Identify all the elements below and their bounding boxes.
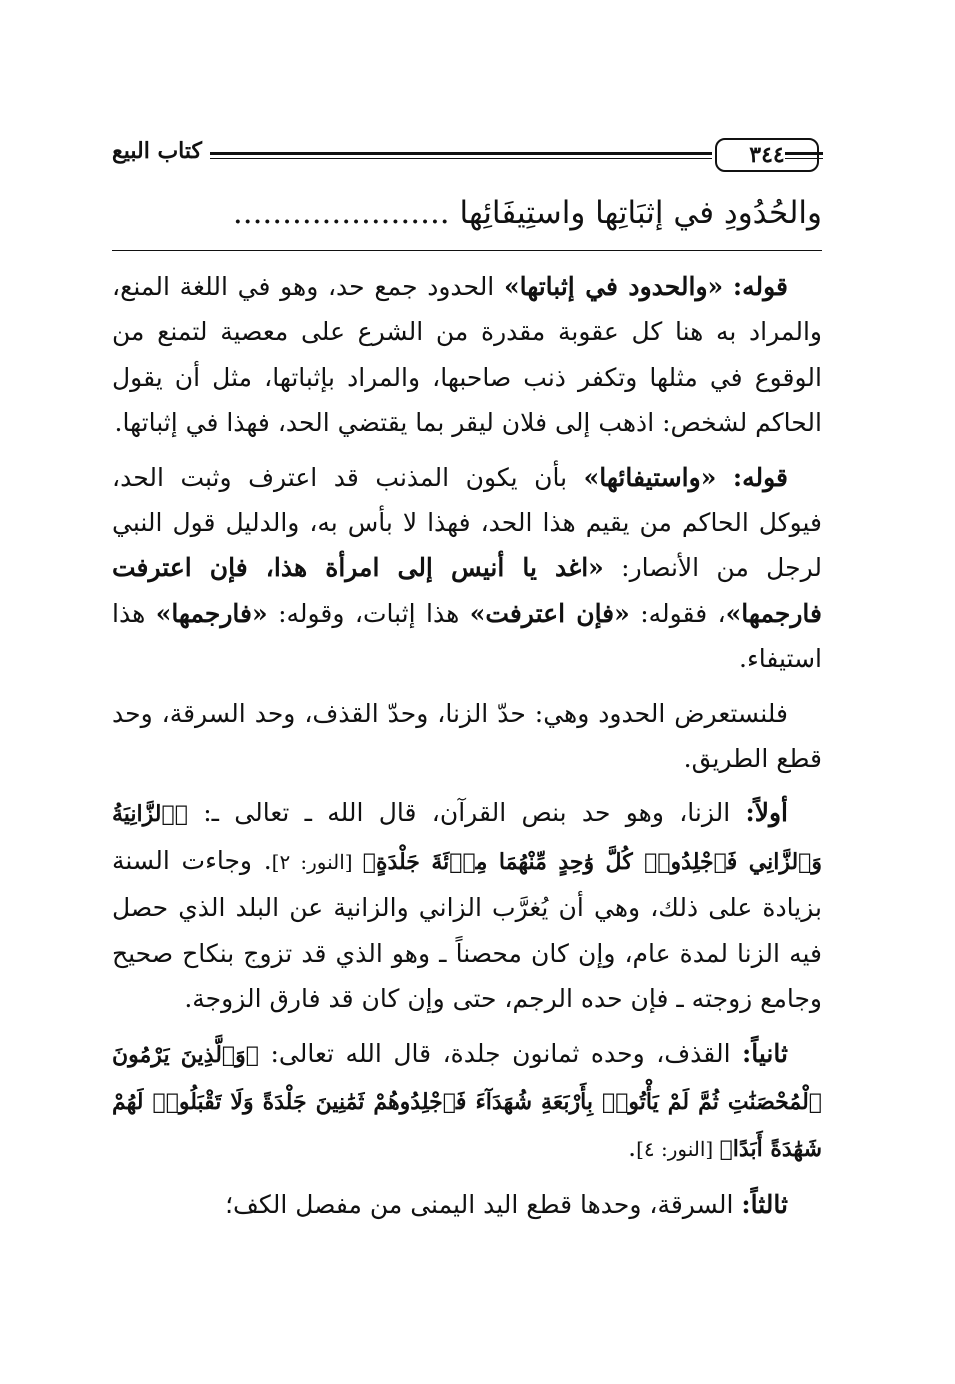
hadith-quote: «فارجمها» [155, 598, 268, 628]
hadith-quote: «اغد يا أنيس إلى امرأة هذا، فإن اعترفت فارجمها» [112, 553, 822, 628]
paragraph-6 [112, 1182, 822, 1227]
matn-text: والحُدُودِ في إثبَاتِها واستِيفَائِها [459, 195, 822, 231]
running-header [112, 138, 822, 172]
quoted-matn: «واستيفائها» [583, 462, 717, 492]
matn-dots: ...................... [232, 195, 450, 231]
lead-label: قوله: [732, 462, 788, 492]
paragraph-text: الزنا، وهو حد بنص القرآن، قال الله ـ تعالى ـ: [187, 798, 746, 828]
paragraph-text: فلنستعرض الحدود وهي: حدّ الزنا، وحدّ القذف، وحد السرقة، وحد قطع الطريق. [112, 698, 822, 774]
paragraph-4: أولاً: الزنا، وهو حد بنص القرآن، قال الله ـ تعالى ـ: ﴿ٱلزَّانِيَةُ وَٱلزَّانِي فَٱجْلِدُوا۟ كُلَّ وَٰحِدٍ مِّنْهُمَا مِا۟ئَةَ جَلْدَةٍ﴾ [النور: ٢]. وجاءت السنة بزيادة على ذلك، وهي أن يُغرَّب الزاني والزانية عن البلد الذي حصل فيه الزنا لمدة عام، وإن كان محصناً ـ وهو الذي قد تزوج بنكاح صحيح وجامع زوجته ـ فإن حده الرجم، حتى وإن كان قد فارق الزوجة. [112, 798, 823, 1014]
lead-label: ثالثاً: [741, 1189, 788, 1219]
paragraph-3 [112, 691, 822, 782]
lead-label: أولاً: [745, 798, 788, 828]
paragraph-5: ثانياً: القذف، وحده ثمانون جلدة، قال الله تعالى: ﴿وَٱلَّذِينَ يَرْمُونَ ٱلْمُحْصَنَٰتِ ثُمَّ لَمْ يَأْتُوا۟ بِأَرْبَعَةِ شُهَدَآءَ فَٱجْلِدُوهُمْ ثَمَٰنِينَ جَلْدَةً وَلَا تَقْبَلُوا۟ لَهُمْ شَهَٰدَةً أَبَدًا﴾ [النور: ٤]. [112, 1038, 822, 1163]
paragraph-text: السرقة، وحدها قطع اليد اليمنى من مفصل الكف؛ [225, 1189, 742, 1219]
lead-label: قوله: [732, 272, 788, 301]
verse-reference: [النور: ٤] [636, 1137, 720, 1162]
paragraph-text: القذف، وحده ثمانون جلدة، قال الله تعالى: [258, 1038, 743, 1068]
verse-reference: [النور: ٢] [271, 849, 363, 874]
paragraph-text: الحدود جمع حد، وهو في اللغة المنع، والمراد به هنا كل عقوبة مقدرة من الشرع على معصية لتمنع من الوقوع في مثلها وتكفر ذنب صاحبها، والمراد بإثباتها، مثل أن يقول الحاكم لشخص: اذهب إلى فلان ليقر بما يقتضي الحد، فهذا في إثباتها. [112, 272, 822, 438]
page-number: ٣٤٤ [715, 138, 819, 172]
quoted-matn: «والحدود في إثباتها» [503, 272, 724, 301]
quran-verse: ﴿ٱلزَّانِيَةُ وَٱلزَّانِي فَٱجْلِدُوا۟ كُلَّ وَٰحِدٍ مِّنْهُمَا مِا۟ئَةَ جَلْدَةٍ﴾ [112, 801, 823, 875]
lead-label: ثانياً: [742, 1038, 788, 1068]
paragraph-text: بأن يكون المذنب قد اعترف وثبت الحد، فيوكل الحاكم من يقيم هذا الحد، فهذا لا بأس به، والدليل قول النبي لرجل من الأنصار: [112, 462, 822, 583]
matn-line [112, 188, 822, 238]
paragraph-2: قوله: «واستيفائها» بأن يكون المذنب قد اعترف وثبت الحد، فيوكل الحاكم من يقيم هذا الحد، فهذا لا بأس به، والدليل قول النبي لرجل من الأنصار: «اغد يا أنيس إلى امرأة هذا، فإن اعترفت فارجمها»، فقوله: «فإن اعترفت» هذا إثبات، وقوله: «فارجمها» هذا استيفاء. [112, 462, 822, 674]
commentary-body [112, 264, 822, 1236]
paragraph-1 [112, 264, 822, 446]
matn-separator [112, 250, 822, 251]
hadith-quote: «فإن اعترفت» [469, 598, 630, 628]
book-title: كتاب البيع [112, 138, 210, 164]
quran-verse: ﴿وَٱلَّذِينَ يَرْمُونَ ٱلْمُحْصَنَٰتِ ثُمَّ لَمْ يَأْتُوا۟ بِأَرْبَعَةِ شُهَدَآءَ فَٱجْلِدُوهُمْ ثَمَٰنِينَ جَلْدَةً وَلَا تَقْبَلُوا۟ لَهُمْ شَهَٰدَةً أَبَدًا﴾ [112, 1041, 822, 1163]
header-rule-right [785, 152, 823, 155]
